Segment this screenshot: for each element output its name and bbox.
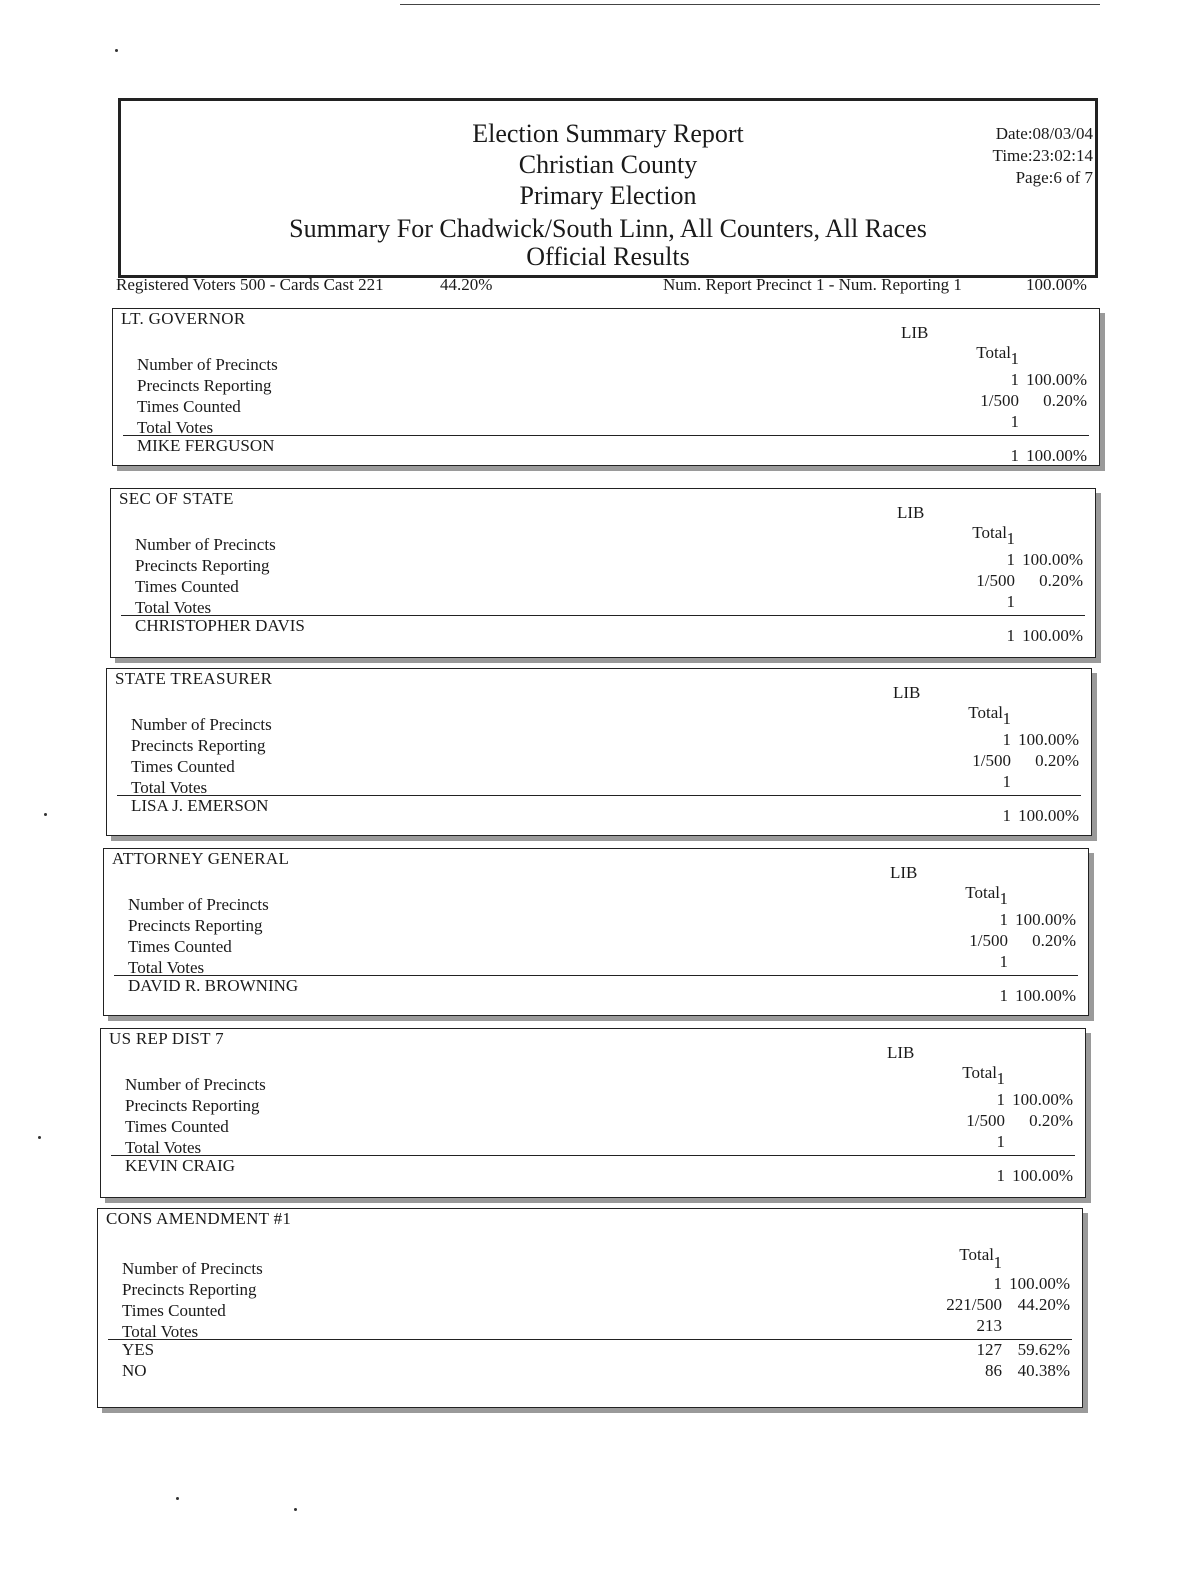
party-label: LIB	[897, 503, 925, 522]
race-title: US REP DIST 7	[109, 1029, 224, 1048]
candidate-votes: 1	[1002, 806, 1011, 825]
total-column-header: Total	[962, 1063, 997, 1082]
number-of-precincts-value: 1	[993, 1253, 1002, 1272]
total-votes-label: Total Votes	[122, 1322, 199, 1341]
scan-speck	[44, 813, 47, 816]
total-votes-label: Total Votes	[125, 1138, 202, 1157]
race-title: CONS AMENDMENT #1	[106, 1209, 292, 1228]
party-label: LIB	[887, 1043, 915, 1062]
report-title: Election Summary Report	[472, 119, 744, 148]
party-label: LIB	[893, 683, 921, 702]
total-votes-value: 1	[999, 952, 1008, 971]
number-of-precincts-label: Number of Precincts	[135, 535, 276, 554]
times-counted-label: Times Counted	[122, 1301, 226, 1320]
turnout-percent: 44.20%	[440, 275, 493, 294]
candidate-percent: 40.38%	[1017, 1361, 1070, 1380]
total-votes-value: 213	[976, 1316, 1002, 1335]
county-name: Christian County	[518, 150, 698, 179]
total-votes-label: Total Votes	[137, 418, 214, 437]
candidate-votes: 1	[996, 1166, 1005, 1185]
total-votes-label: Total Votes	[128, 958, 205, 977]
times-counted-value: 1/500	[966, 1111, 1005, 1130]
candidate-votes: 1	[1006, 626, 1015, 645]
scan-speck	[176, 1497, 179, 1500]
registered-voters-summary: Registered Voters 500 - Cards Cast 221	[116, 275, 384, 294]
times-counted-value: 221/500	[946, 1295, 1002, 1314]
precincts-reporting-label: Precincts Reporting	[137, 376, 272, 395]
times-counted-percent: 0.20%	[1029, 1111, 1073, 1130]
candidate-votes: 86	[985, 1361, 1002, 1380]
candidate-name: CHRISTOPHER DAVIS	[135, 616, 305, 635]
race-box	[97, 1208, 1083, 1408]
candidate-votes: 1	[1010, 446, 1019, 465]
times-counted-label: Times Counted	[131, 757, 235, 776]
precincts-reporting-percent: 100.00%	[1022, 550, 1083, 569]
candidate-votes: 127	[976, 1340, 1002, 1359]
precincts-reporting-label: Precincts Reporting	[122, 1280, 257, 1299]
precincts-reporting-percent: 100.00%	[1012, 1090, 1073, 1109]
candidate-votes: 1	[999, 986, 1008, 1005]
party-label: LIB	[890, 863, 918, 882]
page-number: Page:6 of 7	[1015, 168, 1093, 187]
times-counted-label: Times Counted	[135, 577, 239, 596]
race-title: SEC OF STATE	[119, 489, 234, 508]
race-box	[110, 488, 1096, 658]
candidate-percent: 100.00%	[1015, 986, 1076, 1005]
times-counted-percent: 0.20%	[1032, 931, 1076, 950]
precincts-reporting-label: Precincts Reporting	[131, 736, 266, 755]
total-votes-value: 1	[1002, 772, 1011, 791]
party-label: LIB	[901, 323, 929, 342]
race-box	[103, 848, 1089, 1016]
race-box	[112, 308, 1100, 466]
candidate-separator	[111, 1155, 1075, 1156]
number-of-precincts-label: Number of Precincts	[122, 1259, 263, 1278]
number-of-precincts-value: 1	[999, 889, 1008, 908]
scan-speck	[294, 1508, 297, 1511]
precincts-reporting-value: 1	[993, 1274, 1002, 1293]
total-column-header: Total	[972, 523, 1007, 542]
election-name: Primary Election	[519, 181, 697, 210]
precincts-reporting-label: Precincts Reporting	[128, 916, 263, 935]
precincts-reporting-value: 1	[1010, 370, 1019, 389]
scan-speck	[115, 49, 118, 52]
number-of-precincts-label: Number of Precincts	[131, 715, 272, 734]
candidate-percent: 100.00%	[1022, 626, 1083, 645]
total-votes-label: Total Votes	[131, 778, 208, 797]
candidate-name: KEVIN CRAIG	[125, 1156, 236, 1175]
times-counted-value: 1/500	[976, 571, 1015, 590]
precincts-reporting-percent: 100.00%	[1009, 1274, 1070, 1293]
precincts-reporting-label: Precincts Reporting	[135, 556, 270, 575]
precincts-reporting-percent: 100.00%	[1026, 370, 1087, 389]
race-box	[100, 1028, 1086, 1198]
candidate-name: YES	[122, 1340, 155, 1359]
times-counted-percent: 0.20%	[1043, 391, 1087, 410]
precincts-reporting-value: 1	[996, 1090, 1005, 1109]
candidate-percent: 100.00%	[1018, 806, 1079, 825]
times-counted-value: 1/500	[969, 931, 1008, 950]
number-of-precincts-label: Number of Precincts	[125, 1075, 266, 1094]
precincts-reporting-value: 1	[1006, 550, 1015, 569]
precincts-reporting-percent: 100.00%	[1018, 730, 1079, 749]
precinct-reporting-summary: Num. Report Precinct 1 - Num. Reporting 1	[663, 275, 962, 294]
candidate-name: LISA J. EMERSON	[131, 796, 269, 815]
times-counted-percent: 0.20%	[1035, 751, 1079, 770]
number-of-precincts-value: 1	[1002, 709, 1011, 728]
times-counted-percent: 44.20%	[1017, 1295, 1070, 1314]
page-top-rule	[400, 4, 1100, 5]
total-column-header: Total	[968, 703, 1003, 722]
times-counted-percent: 0.20%	[1039, 571, 1083, 590]
candidate-name: MIKE FERGUSON	[137, 436, 275, 455]
candidate-name: NO	[122, 1361, 147, 1380]
race-box	[106, 668, 1092, 836]
times-counted-label: Times Counted	[125, 1117, 229, 1136]
number-of-precincts-label: Number of Precincts	[137, 355, 278, 374]
report-header	[118, 98, 1098, 278]
precincts-reporting-value: 1	[999, 910, 1008, 929]
times-counted-label: Times Counted	[137, 397, 241, 416]
candidate-percent: 100.00%	[1012, 1166, 1073, 1185]
total-votes-value: 1	[1010, 412, 1019, 431]
times-counted-value: 1/500	[972, 751, 1011, 770]
total-votes-value: 1	[996, 1132, 1005, 1151]
total-column-header: Total	[965, 883, 1000, 902]
race-title: STATE TREASURER	[115, 669, 273, 688]
times-counted-value: 1/500	[980, 391, 1019, 410]
total-column-header: Total	[959, 1245, 994, 1264]
times-counted-label: Times Counted	[128, 937, 232, 956]
summary-scope: Summary For Chadwick/South Linn, All Counters, All Races	[289, 214, 927, 243]
total-votes-value: 1	[1006, 592, 1015, 611]
total-votes-label: Total Votes	[135, 598, 212, 617]
candidate-percent: 100.00%	[1026, 446, 1087, 465]
reporting-percent: 100.00%	[1026, 275, 1087, 294]
candidate-name: DAVID R. BROWNING	[128, 976, 299, 995]
report-time: Time:23:02:14	[992, 146, 1093, 165]
precincts-reporting-value: 1	[1002, 730, 1011, 749]
precincts-reporting-percent: 100.00%	[1015, 910, 1076, 929]
results-status: Official Results	[526, 242, 690, 271]
race-title: LT. GOVERNOR	[121, 309, 246, 328]
scan-speck	[38, 1136, 41, 1139]
candidate-percent: 59.62%	[1017, 1340, 1070, 1359]
number-of-precincts-value: 1	[996, 1069, 1005, 1088]
number-of-precincts-value: 1	[1006, 529, 1015, 548]
number-of-precincts-value: 1	[1010, 349, 1019, 368]
race-title: ATTORNEY GENERAL	[112, 849, 290, 868]
report-date: Date:08/03/04	[995, 124, 1093, 143]
total-column-header: Total	[976, 343, 1011, 362]
precincts-reporting-label: Precincts Reporting	[125, 1096, 260, 1115]
number-of-precincts-label: Number of Precincts	[128, 895, 269, 914]
